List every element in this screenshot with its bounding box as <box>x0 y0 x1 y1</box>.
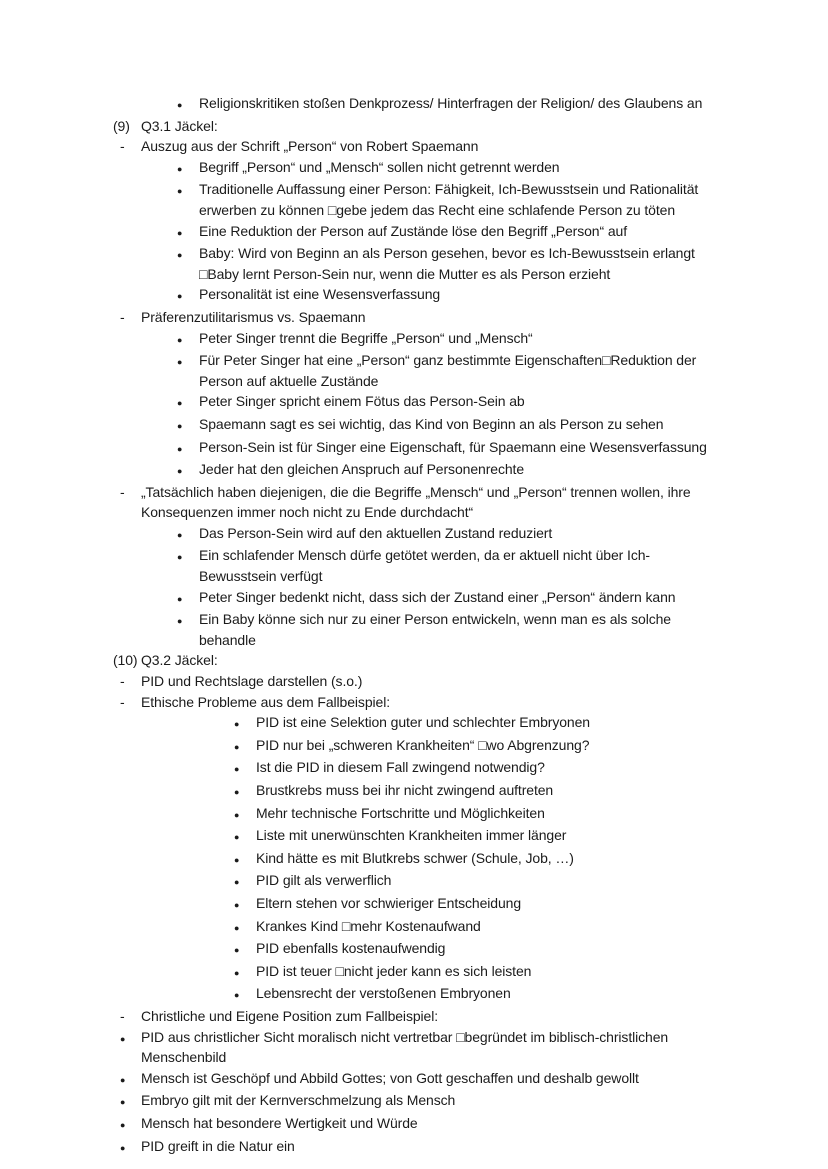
list-item-text: Eine Reduktion der Person auf Zustände löse den Begriff „Person“ auf <box>199 222 627 239</box>
disc-bullet-icon: ● <box>177 100 183 110</box>
list-item-text: Das Person-Sein wird auf den aktuellen Zustand reduziert <box>199 524 553 541</box>
list-item <box>113 848 715 871</box>
disc-bullet-icon: ● <box>177 357 183 368</box>
list-item <box>113 221 715 244</box>
list-item <box>113 437 715 460</box>
list-item-text: Kind hätte es mit Blutkrebs schwer (Schule, Job, …) <box>256 849 574 866</box>
list-item-text: Ein Baby könne sich nur zu einer Person entwickeln, wenn man es als solche behandle <box>199 611 671 648</box>
list-item <box>113 712 715 735</box>
list-item-text: PID nur bei „schweren Krankheiten“ □wo Abgrenzung? <box>256 736 590 753</box>
list-item <box>113 757 715 780</box>
list-item <box>113 328 715 351</box>
list-item <box>113 136 715 157</box>
disc-bullet-icon: ● <box>234 877 240 888</box>
list-item-text: PID ist teuer □nicht jeder kann es sich leisten <box>256 962 532 979</box>
list-item-text: Peter Singer trennt die Begriffe „Person“ und „Mensch“ <box>199 329 533 346</box>
disc-bullet-icon: ● <box>234 967 240 978</box>
disc-bullet-icon: ● <box>177 334 183 345</box>
list-item-text: PID aus christlicher Sicht moralisch nicht vertretbar □begründet im biblisch-christlichen Menschenbild <box>141 1028 669 1066</box>
list-item <box>113 735 715 758</box>
list-item <box>113 780 715 803</box>
disc-bullet-icon: ● <box>177 398 183 409</box>
list-item <box>113 825 715 848</box>
list-item <box>113 414 715 437</box>
list-item-text: Q3.2 Jäckel: <box>141 652 218 669</box>
list-item-text: Jeder hat den gleichen Anspruch auf Personenrechte <box>199 461 525 478</box>
list-item <box>113 459 715 482</box>
list-item <box>113 1113 715 1136</box>
list-item <box>113 350 715 391</box>
disc-bullet-icon: ● <box>120 1142 126 1153</box>
list-item <box>113 671 715 692</box>
dash-bullet-icon: - <box>120 693 125 710</box>
list-item <box>113 284 715 307</box>
disc-bullet-icon: ● <box>234 990 240 1001</box>
disc-bullet-icon: ● <box>177 593 183 604</box>
list-item-text: PID greift in die Natur ein <box>141 1137 295 1154</box>
disc-bullet-icon: ● <box>177 227 183 238</box>
list-item-text: Embryo gilt mit der Kernverschmelzung als Mensch <box>141 1092 456 1109</box>
list-item-text: Liste mit unerwünschten Krankheiten immer länger <box>256 827 567 844</box>
list-item <box>113 1068 715 1091</box>
disc-bullet-icon: ● <box>234 787 240 797</box>
list-item-text: Peter Singer bedenkt nicht, dass sich der Zustand einer „Person“ ändern kann <box>199 588 676 605</box>
list-item <box>113 1090 715 1113</box>
list-item <box>113 870 715 893</box>
disc-bullet-icon: ● <box>177 420 183 431</box>
list-item <box>113 916 715 939</box>
dash-bullet-icon: - <box>120 483 125 500</box>
list-item-text: Lebensrecht der verstoßenen Embryonen <box>256 985 511 1002</box>
list-item-text: Mensch ist Geschöpf und Abbild Gottes; von Gott geschaffen und deshalb gewollt <box>141 1069 639 1086</box>
disc-bullet-icon: ● <box>177 250 183 261</box>
list-item <box>113 1027 715 1068</box>
dash-bullet-icon: - <box>120 673 125 690</box>
list-item-text: PID ist eine Selektion guter und schlechter Embryonen <box>256 714 590 731</box>
list-item-text: Auszug aus der Schrift „Person“ von Robert Spaemann <box>141 138 479 155</box>
list-item <box>113 1136 715 1159</box>
list-item-text: Krankes Kind □mehr Kostenaufwand <box>256 917 481 934</box>
disc-bullet-icon: ● <box>177 291 183 302</box>
list-item <box>113 893 715 916</box>
dash-bullet-icon: - <box>120 1007 125 1024</box>
list-item <box>113 961 715 984</box>
list-item <box>113 391 715 414</box>
list-item <box>113 803 715 826</box>
list-item-text: Traditionelle Auffassung einer Person: Fähigkeit, Ich-Bewusstsein und Rationalität erwerben zu können □gebe jedem das Recht eine schlafende Person zu töten <box>199 181 699 218</box>
list-item <box>113 93 715 116</box>
disc-bullet-icon: ● <box>177 163 183 174</box>
list-item <box>113 179 715 220</box>
list-item-text: Eltern stehen vor schwieriger Entscheidung <box>256 894 522 911</box>
disc-bullet-icon: ● <box>177 552 183 563</box>
disc-bullet-icon: ● <box>234 922 240 933</box>
disc-bullet-icon: ● <box>120 1119 126 1130</box>
list-item-text: Religionskritiken stoßen Denkprozess/ Hinterfragen der Religion/ des Glaubens an <box>199 95 703 111</box>
list-item-text: PID gilt als verwerflich <box>256 872 392 889</box>
list-number-marker: (9) <box>113 117 130 134</box>
list-item <box>113 545 715 586</box>
list-item-text: Mehr technische Fortschritte und Möglichkeiten <box>256 804 545 821</box>
disc-bullet-icon: ● <box>177 529 183 540</box>
list-item-text: Personalität ist eine Wesensverfassung <box>199 286 441 303</box>
disc-bullet-icon: ● <box>177 186 183 197</box>
list-item-text: Person-Sein ist für Singer eine Eigenschaft, für Spaemann eine Wesensverfassung <box>199 438 707 455</box>
disc-bullet-icon: ● <box>177 466 183 477</box>
dash-bullet-icon: - <box>120 308 125 325</box>
list-item <box>113 938 715 961</box>
list-item-text: PID und Rechtslage darstellen (s.o.) <box>141 673 363 690</box>
disc-bullet-icon: ● <box>120 1074 126 1085</box>
dash-bullet-icon: - <box>120 138 125 155</box>
list-item <box>113 983 715 1006</box>
list-item-text: Brustkrebs muss bei ihr nicht zwingend auftreten <box>256 782 554 798</box>
list-item-text: Präferenzutilitarismus vs. Spaemann <box>141 308 366 325</box>
list-item-text: Spaemann sagt es sei wichtig, das Kind von Beginn an als Person zu sehen <box>199 415 664 432</box>
list-item <box>113 523 715 546</box>
disc-bullet-icon: ● <box>120 1097 126 1108</box>
disc-bullet-icon: ● <box>234 945 240 956</box>
list-item-text: Q3.1 Jäckel: <box>141 117 218 134</box>
disc-bullet-icon: ● <box>177 616 183 627</box>
list-item-text: Mensch hat besondere Wertigkeit und Würde <box>141 1114 418 1131</box>
list-item <box>113 116 715 137</box>
list-item-text: Ein schlafender Mensch dürfe getötet werden, da er aktuell nicht über Ich-Bewusstsein verfügt <box>199 547 650 585</box>
list-item <box>113 587 715 610</box>
list-item-text: Für Peter Singer hat eine „Person“ ganz bestimmte Eigenschaften□Reduktion der Person auf aktuelle Zustände <box>199 352 697 389</box>
list-item <box>113 482 715 523</box>
disc-bullet-icon: ● <box>234 764 240 775</box>
disc-bullet-icon: ● <box>234 809 240 820</box>
list-item-text: Begriff „Person“ und „Mensch“ sollen nicht getrennt werden <box>199 158 560 175</box>
list-item <box>113 307 715 328</box>
disc-bullet-icon: ● <box>177 443 183 454</box>
list-item-text: PID ebenfalls kostenaufwendig <box>256 940 446 957</box>
list-item-text: Christliche und Eigene Position zum Fallbeispiel: <box>141 1007 439 1024</box>
list-item-text: Peter Singer spricht einem Fötus das Person-Sein ab <box>199 393 525 410</box>
list-item-text: Ist die PID in diesem Fall zwingend notwendig? <box>256 759 545 776</box>
list-item <box>113 609 715 650</box>
list-item-text: Baby: Wird von Beginn an als Person gesehen, bevor es Ich-Bewusstsein erlangt □Baby lernt Person-Sein nur, wenn die Mutter es als Person erzieht <box>199 245 695 282</box>
disc-bullet-icon: ● <box>234 719 240 730</box>
disc-bullet-icon: ● <box>234 899 240 910</box>
disc-bullet-icon: ● <box>234 832 240 843</box>
list-item <box>113 692 715 713</box>
list-number-marker: (10) <box>113 652 138 669</box>
list-item <box>113 157 715 180</box>
list-item-text: Ethische Probleme aus dem Fallbeispiel: <box>141 693 391 710</box>
list-item <box>113 650 715 671</box>
disc-bullet-icon: ● <box>120 1033 126 1044</box>
disc-bullet-icon: ● <box>234 741 240 752</box>
list-item <box>113 1006 715 1027</box>
disc-bullet-icon: ● <box>234 854 240 865</box>
list-item-text: „Tatsächlich haben diejenigen, die die Begriffe „Mensch“ und „Person“ trennen wollen, ihre Konsequenzen immer noch nicht zu Ende durchdacht“ <box>141 483 691 521</box>
list-item <box>113 243 715 284</box>
